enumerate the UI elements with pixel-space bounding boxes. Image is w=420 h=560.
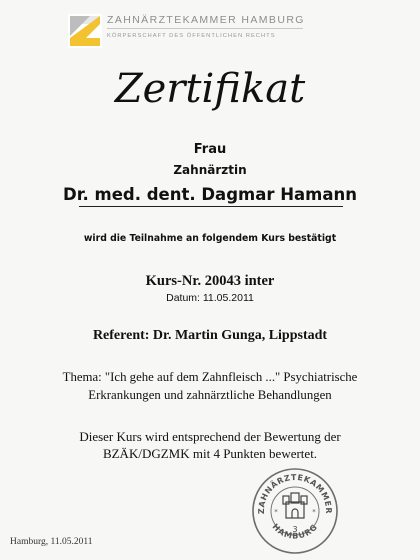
name-underline (79, 206, 343, 207)
stamp-top-text: ZAHNÄRZTEKAMMER (256, 472, 334, 515)
confirmation-text: wird die Teilnahme an folgendem Kurs bestätigt (83, 233, 337, 244)
place-date: Hamburg, 11.05.2011 (10, 537, 93, 547)
recipient-name: Dr. med. dent. Dagmar Hamann (63, 185, 357, 204)
svg-text:*: * (274, 508, 278, 516)
rating-line-2: BZÄK/DGZMK mit 4 Punkten bewertet. (102, 446, 318, 461)
salutation: Frau (193, 142, 227, 157)
course-date: Datum: 11.05.2011 (166, 292, 254, 304)
stamp-number: 3 (292, 525, 298, 534)
rating (0, 428, 420, 462)
header-divider (107, 28, 303, 29)
org-subtitle: KÖRPERSCHAFT DES ÖFFENTLICHEN RECHTS (107, 33, 276, 39)
course-number: Kurs-Nr. 20043 inter (145, 273, 275, 289)
svg-text:*: * (312, 508, 316, 516)
speaker: Referent: Dr. Martin Gunga, Lippstadt (92, 328, 328, 343)
topic (0, 368, 420, 404)
stamp-bottom-text: HAMBURG (270, 522, 320, 541)
certificate-title: Zertifikat (114, 66, 306, 112)
topic-line-1: Thema: "Ich gehe auf dem Zahnfleisch ..." Psychiatrische (62, 370, 358, 384)
official-seal-stamp-icon (250, 466, 340, 556)
profession: Zahnärztin (173, 163, 247, 177)
topic-line-2: Erkrankungen und zahnärztliche Behandlungen (88, 388, 332, 402)
rating-line-1: Dieser Kurs wird entsprechend der Bewertung der (79, 429, 341, 444)
zahnaerztekammer-logo-icon (68, 14, 102, 48)
org-name: ZAHNÄRZTEKAMMER HAMBURG (107, 14, 305, 26)
